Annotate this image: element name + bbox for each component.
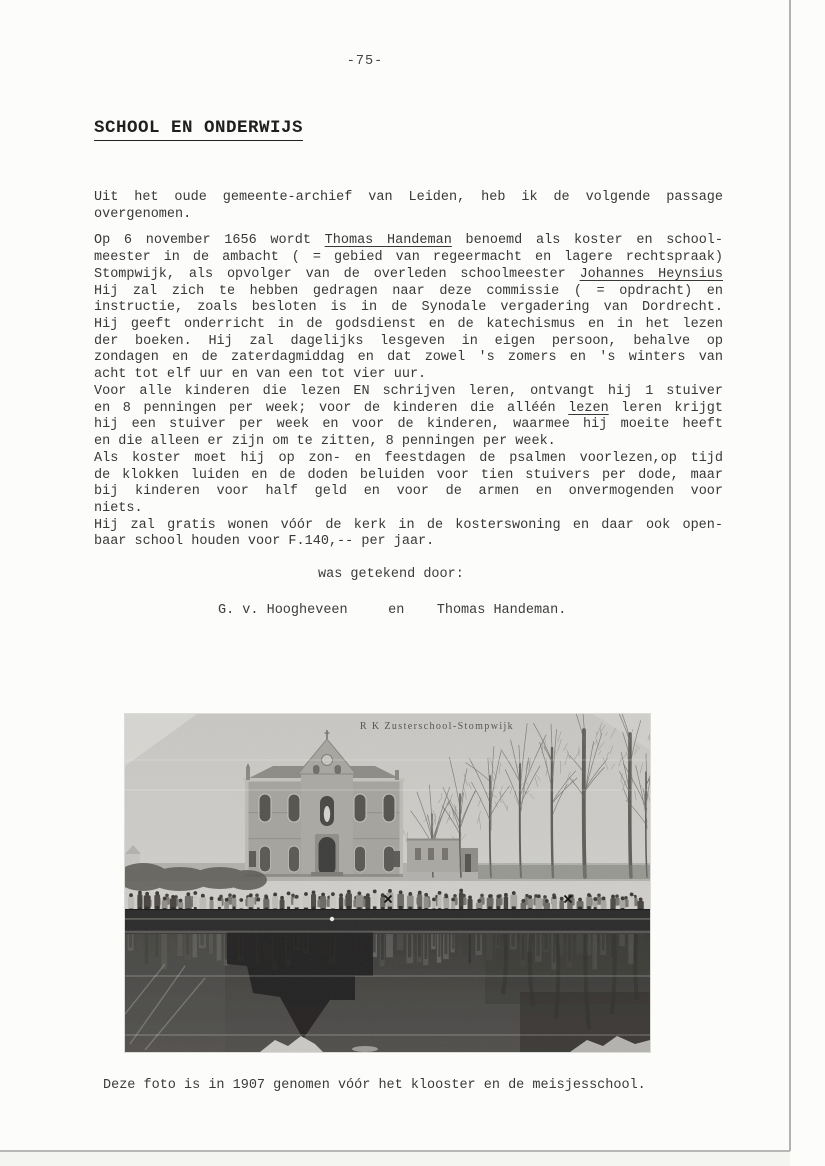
text-line: Hij zal gratis wonen vóór de kerk in de kosterswoning en daar ook open- <box>94 517 723 533</box>
text-line: overgenomen. <box>94 206 192 222</box>
paragraph <box>94 190 723 223</box>
section-heading: SCHOOL EN ONDERWIJS <box>94 118 303 141</box>
text-line: Hij geeft onderricht in de godsdienst en de katechismus en in het lezen <box>94 317 723 333</box>
postcard-photo <box>125 714 650 1052</box>
text-line: baar school houden voor F.140,-- per jaar. <box>94 534 435 550</box>
text-line: Hij zal zich te hebben gedragen naar deze commissie ( = opdracht) en <box>94 283 723 299</box>
text-line: Op 6 november 1656 wordt Thomas Handeman benoemd als koster en school- <box>94 233 723 249</box>
text-line: instructie, zoals besloten is in de Synodale vergadering van Dordrecht. <box>94 300 723 316</box>
text-line: Als koster moet hij op zon- en feestdagen de psalmen voorlezen,op tijd <box>94 450 723 466</box>
film-grain <box>125 714 650 1052</box>
text-line: de klokken luiden en de doden beluiden voor tien stuivers per dode, maar <box>94 467 723 483</box>
signature-intro: was getekend door: <box>318 567 464 582</box>
paragraph <box>94 233 723 551</box>
text-line: niets. <box>94 500 143 516</box>
photo-caption: Deze foto is in 1907 genomen vóór het klooster en de meisjesschool. <box>103 1078 646 1093</box>
text-line: meester in de ambacht ( = gebied van regeermacht en lagere rechtspraak) <box>94 250 723 266</box>
text-line: acht tot elf uur en van een tot vier uur. <box>94 367 427 383</box>
text-line: Voor alle kinderen die lezen EN schrijven leren, ontvangt hij 1 stuiver <box>94 383 723 399</box>
page-edge-vertical <box>789 0 791 1151</box>
text-line: zondagen en de zaterdagmiddag en dat zowel 's zomers en 's winters van <box>94 350 723 366</box>
text-line: Stompwijk, als opvolger van de overleden schoolmeester Johannes Heynsius <box>94 266 723 282</box>
text-line: hij een stuiver per week en voor de kinderen, waarmee hij moeite heeft <box>94 417 723 433</box>
text-line: bij kinderen voor half geld en voor de armen en onvermogenden voor <box>94 484 723 500</box>
text-line: en die alleen er zijn om te zitten, 8 penningen per week. <box>94 434 556 450</box>
text-line: en 8 penningen per week; voor de kinderen die alléén lezen leren krijgt <box>94 400 723 416</box>
body-text <box>94 190 723 551</box>
page-number: -75- <box>346 54 384 69</box>
postcard-title: R K Zusterschool-Stompwijk <box>359 721 515 732</box>
text-line: Uit het oude gemeente-archief van Leiden, heb ik de volgende passage <box>94 190 723 205</box>
text-line: der boeken. Hij zal dagelijks lesgeven in eigen persoon, behalve op <box>94 333 723 349</box>
page-edge-shadow <box>0 1152 790 1166</box>
signature-names: G. v. Hoogheveen en Thomas Handeman. <box>218 603 567 618</box>
